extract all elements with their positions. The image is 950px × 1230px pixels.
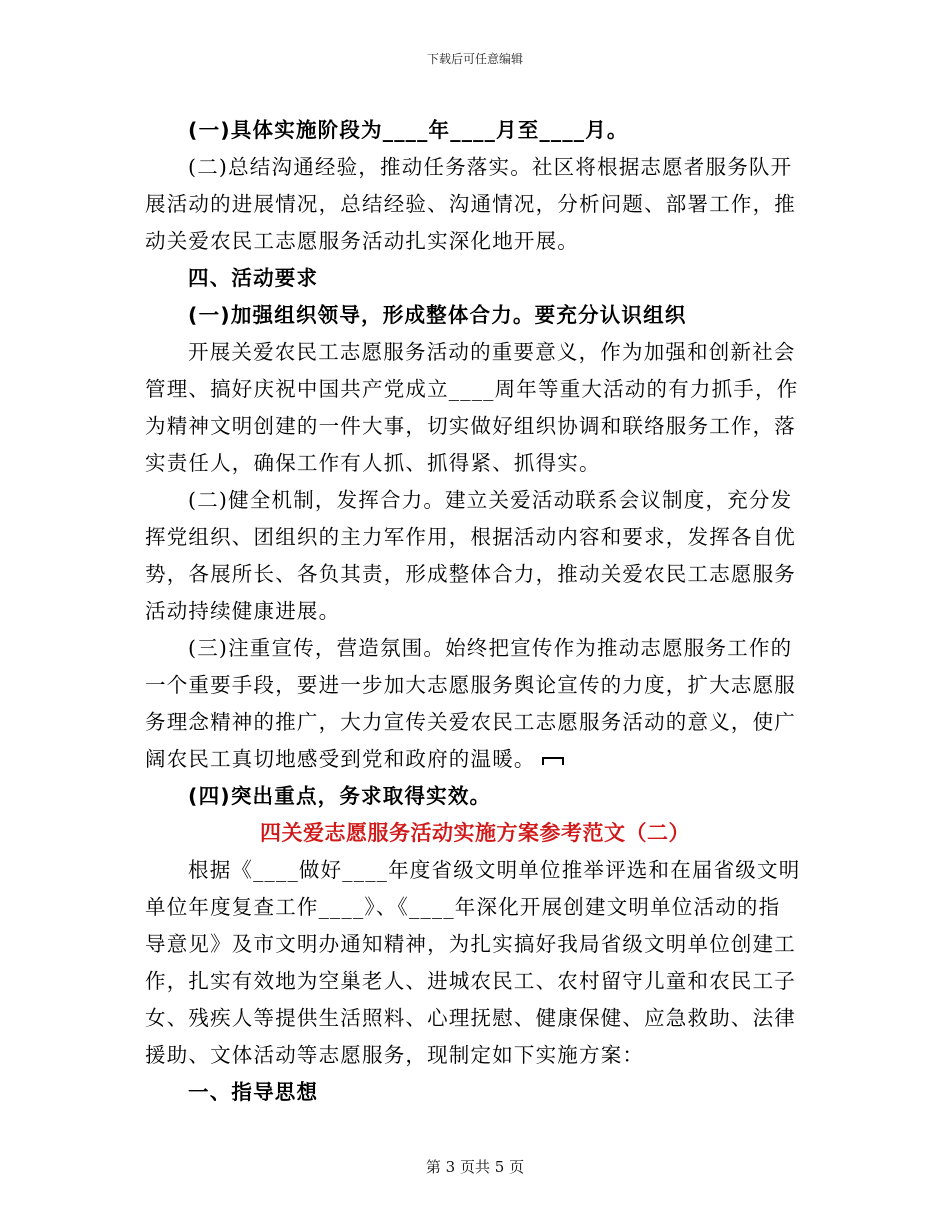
paragraph-line: 一个重要手段，要进一步加大志愿服务舆论宣传的力度，扩大志愿服 [145,673,796,697]
paragraph-line: (三)注重宣传，营造氛围。始终把宣传作为推动志愿服务工作的 [188,636,793,660]
paragraph-line: 导意见》及市文明办通知精神，为扎实搞好我局省级文明单位创建工 [145,932,796,956]
paragraph-line: (二)健全机制，发挥合力。建立关爱活动联系会议制度，充分发 [188,488,793,512]
paragraph-line: (一)具体实施阶段为____年____月至____月。 [188,118,629,142]
paragraph-line: 展活动的进展情况，总结经验、沟通情况，分析问题、部署工作，推 [145,192,796,216]
paragraph-line: (一)加强组织领导，形成整体合力。要充分认识组织 [188,303,687,327]
paragraph-line: 援助、文体活动等志愿服务，现制定如下实施方案： [145,1043,645,1067]
paragraph-line: (四)突出重点，务求取得实效。 [188,784,492,808]
section-heading: 四、活动要求 [188,266,319,290]
paragraph-line: (二)总结沟通经验，推动任务落实。社区将根据志愿者服务队开 [188,155,793,179]
section-heading: 一、指导思想 [188,1080,319,1104]
paragraph-line: 活动持续健康进展。 [145,599,341,623]
paragraph-line: 管理、搞好庆祝中国共产党成立____周年等重大活动的有力抓手，作 [145,377,799,401]
paragraph-line: 为精神文明创建的一件大事，切实做好组织协调和联络服务工作，落 [145,414,796,438]
paragraph-line: 作，扎实有效地为空巢老人、进城农民工、农村留守儿童和农民工子 [145,969,796,993]
document-title: 四关爱志愿服务活动实施方案参考范文（二） [260,821,690,845]
paragraph-line: 女、残疾人等提供生活照料、心理抚慰、健康保健、应急救助、法律 [145,1006,796,1030]
page-header: 下载后可任意编辑 [426,52,523,66]
paragraph-line: 单位年度复查工作____》、《____年深化开展创建文明单位活动的指 [145,895,781,919]
paragraph-text: 阔农民工真切地感受到党和政府的温暖。 [145,747,536,771]
page-footer: 第 3 页共 5 页 [425,1158,525,1176]
paragraph-line-with-mark [145,741,805,778]
paragraph-line: 开展关爱农民工志愿服务活动的重要意义，作为加强和创新社会 [188,340,796,364]
paragraph-mark-icon [542,757,564,765]
document-body [145,112,805,1111]
paragraph-line: 动关爱农民工志愿服务活动扎实深化地开展。 [145,229,579,253]
paragraph-line: 实责任人，确保工作有人抓、抓得紧、抓得实。 [145,451,601,475]
paragraph-line: 势，各展所长、各负其责，形成整体合力，推动关爱农民工志愿服务 [145,562,796,586]
paragraph-line: 务理念精神的推广，大力宣传关爱农民工志愿服务活动的意义，使广 [145,710,796,734]
paragraph-line: 根据《____做好____年度省级文明单位推举评选和在届省级文明 [188,858,801,882]
paragraph-line: 挥党组织、团组织的主力军作用，根据活动内容和要求，发挥各自优 [145,525,796,549]
